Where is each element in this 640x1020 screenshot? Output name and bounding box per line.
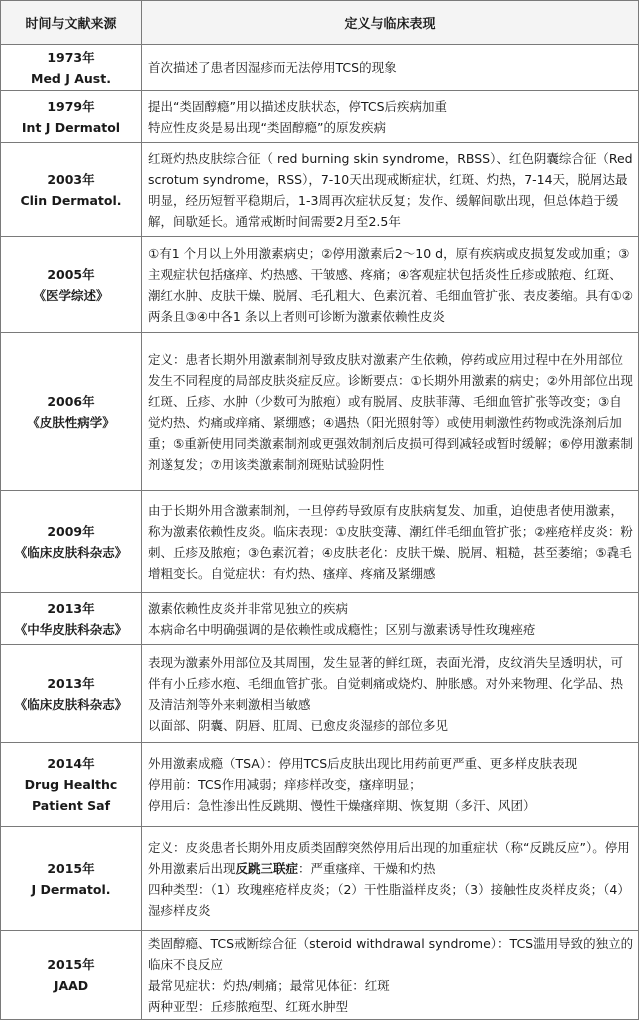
year: 2005年 [47,266,95,282]
definition-line: 红斑灼热皮肤综合征（ red burning skin syndrome，RBSS）、红色阴囊综合征（Red scrotum syndrome，RSS），7-10天出现戒断症状，红斑、灼热，7-14天，脱屑达最明显，经历短暂平稳期后，1-3周再次症状反复；发作、缓解间歇出现，但总体趋于缓解，间歇延长。通常戒断时间需要2月至2.5年 [148,150,633,229]
definition-line: 最常见症状：灼热/刺痛；最常见体征：红斑 [148,978,390,993]
definition-line: 由于长期外用含激素制剂，一旦停药导致原有皮肤病复发、加重，迫使患者使用激素，称为激素依赖性皮炎。临床表现：①皮肤变薄、潮红伴毛细血管扩张；②痤疮样皮炎：粉刺、丘疹及脓疱；③色素沉着；④皮肤老化：皮肤干燥、脱屑、粗糙，甚至萎缩；⑤毳毛增粗变长。自觉症状：有灼热、瘙痒、疼痛及紧绷感 [148,502,633,581]
source: Clin Dermatol. [20,192,122,208]
definition-line: 停用后：急性渗出性反跳期、慢性干燥瘙痒期、恢复期（多汗、风团） [148,798,536,813]
source-cell [1,491,142,593]
definition-line: 表现为激素外用部位及其周围，发生显著的鲜红斑，表面光滑，皮纹消失呈透明状，可伴有小丘疹水疱、毛细血管扩张。自觉刺痛或烧灼、肿胀感。对外来物理、化学品、热及清洁剂等外来刺激相当敏感 [148,654,624,712]
table-row [1,237,639,333]
source: J Dermatol. [31,881,111,897]
table-row [1,91,639,143]
highlight-text: 反跳三联症 [235,860,299,876]
source-cell [1,333,142,491]
source: Int J Dermatol [21,119,121,135]
definition-line: 两种亚型：丘疹脓疱型、红斑水肿型 [148,999,349,1014]
table-row [1,333,639,491]
definition-cell [142,91,639,143]
definition-cell [142,143,639,237]
definition-text: 定义：皮炎患者长期外用皮质类固醇突然停用后出现的加重症状（称“反跳反应”）。停用外用激素后出现 [148,839,630,876]
source: 《医学综述》 [33,287,109,303]
source: 《临床皮肤科杂志》 [14,544,128,560]
definition-cell [142,491,639,593]
source-cell [1,237,142,333]
year: 2013年 [47,675,95,691]
definition-line: 特应性皮炎是易出现“类固醇瘾”的原发疾病 [148,119,386,135]
source: JAAD [53,978,89,993]
table-row [1,45,639,91]
table-row [1,491,639,593]
year: 2013年 [47,600,95,616]
table-row [1,743,639,827]
source-cell [1,743,142,827]
table-header-row [1,1,639,45]
definition-line [148,837,634,879]
source: 《中华皮肤科杂志》 [14,621,128,637]
header-source: 时间与文献来源 [1,1,142,45]
source-cell [1,45,142,91]
source-cell [1,143,142,237]
header-definition: 定义与临床表现 [142,1,639,45]
source-cell [1,827,142,931]
definition-cell [142,827,639,931]
year: 2006年 [47,393,95,409]
definition-cell [142,237,639,333]
definition-line: 类固醇瘾、TCS戒断综合征（steroid withdrawal syndrome）：TCS滥用导致的独立的临床不良反应 [148,936,634,972]
year: 2015年 [47,860,95,876]
year: 2014年 [47,756,95,771]
source: Drug Healthc Patient Saf [24,777,118,813]
definition-cell [142,743,639,827]
source: Med J Aust. [31,70,111,86]
table-row [1,593,639,645]
definition-cell [142,593,639,645]
definition-line: 停用前：TCS作用减弱；痒疹样改变，瘙痒明显； [148,777,422,792]
year: 2009年 [47,523,95,539]
table-row [1,931,639,1020]
year: 1979年 [47,98,95,114]
source-cell [1,645,142,743]
definition-line: 四种类型：（1）玫瑰痤疮样皮炎；（2）干性脂溢样皮炎；（3）接触性皮炎样皮炎；（4）湿疹样皮炎 [148,881,630,918]
table-row [1,645,639,743]
table-row [1,827,639,931]
definition-cell [142,45,639,91]
year: 2015年 [47,957,95,972]
definition-cell [142,333,639,491]
source-cell [1,931,142,1020]
definition-line: 首次描述了患者因湿疹而无法停用TCS的现象 [148,60,397,75]
definition-line: 激素依赖性皮炎并非常见独立的疾病 [148,600,349,616]
definition-line: 提出“类固醇瘾”用以描述皮肤状态，停TCS后疾病加重 [148,98,448,114]
definition-line: 外用激素成瘾（TSA）：停用TCS后皮肤出现比用药前更严重、更多样皮肤表现 [148,756,578,771]
source-cell [1,91,142,143]
definition-line: 以面部、阴囊、阴唇、肛周、已愈皮炎湿疹的部位多见 [148,717,449,733]
source: 《临床皮肤科杂志》 [14,696,128,712]
definition-line: 本病命名中明确强调的是依赖性或成瘾性；区别与激素诱导性玫瑰痤疮 [148,621,536,637]
definition-cell [142,645,639,743]
definition-text: ：严重瘙痒、干燥和灼热 [298,860,436,876]
definition-line: ①有1 个月以上外用激素病史；②停用激素后2～10 d，原有疾病或皮损复发或加重；③主观症状包括瘙痒、灼热感、干皱感、疼痛；④客观症状包括炎性丘疹或脓疱、红斑、潮红水肿、皮肤干燥、脱屑、毛孔粗大、色素沉着、毛细血管扩张、表皮萎缩。具有①②两条且③④中各1 条以上者则可诊断为激素依赖性皮炎 [148,245,633,324]
year: 2003年 [47,171,95,187]
source-cell [1,593,142,645]
year: 1973年 [47,49,95,65]
table-row [1,143,639,237]
source: 《皮肤性病学》 [27,414,115,430]
definition-line: 定义：患者长期外用激素制剂导致皮肤对激素产生依赖，停药或应用过程中在外用部位发生不同程度的局部皮肤炎症反应。诊断要点：①长期外用激素的病史；②外用部位出现红斑、丘疹、水肿（少数可为脓疱）或有脱屑、皮肤菲薄、毛细血管扩张等改变；③自觉灼热、灼痛或痒痛、紧绷感；④遇热（阳光照射等）或使用刺激性药物或洗涤剂后加重；⑤重新使用同类激素制剂或更强效制剂后皮损可得到减轻或暂时缓解；⑥停用激素制剂遂复发；⑦用该类激素制剂斑贴试验阴性 [148,351,633,472]
definition-cell [142,931,639,1020]
